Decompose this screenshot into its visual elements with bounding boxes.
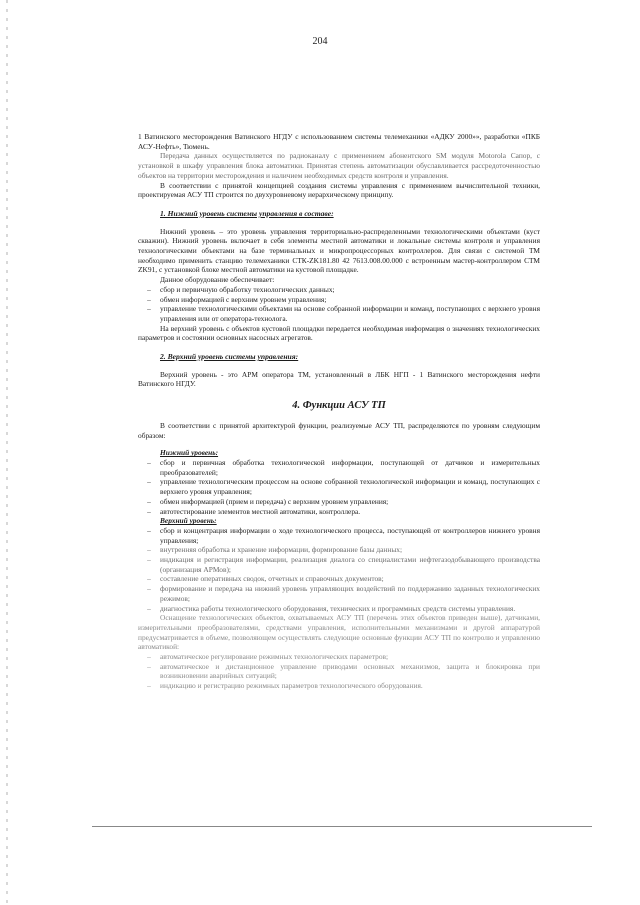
intro-paragraph-3: В соответствии с принятой концепцией создания системы управления с применением вычислительной техники, проектируемая АСУ ТП строится по двухуровневому иерархическому принципу. — [138, 180, 540, 200]
section-2-text: Верхний уровень - это АРМ оператора ТМ, установленный в ЛБК НГП - 1 Ватинского месторождения нефти Ватинского НГДУ. — [138, 369, 540, 389]
list-item: – сбор и первичная обработка технологической информации, поступающей от датчиков и измерительных преобразователей; — [147, 457, 540, 477]
list-item: – обмен информацией с верхним уровнем управления; — [147, 294, 327, 304]
list-item: – сбор и первичную обработку технологических данных; — [147, 284, 335, 294]
list-item: – управление технологическими объектами на основе собранной информации и команд, поступающих с верхнего уровня управления или от оператора-технолога. — [147, 304, 540, 323]
section-4-heading: 4. Функции АСУ ТП — [292, 400, 386, 412]
section-1-closing: На верхний уровень с объектов кустовой площадки передается необходимая информация о значениях технологических параметров и состоянии основных насосных агрегатов. — [138, 323, 540, 343]
list-item: – диагностика работы технологического оборудования, технических и программных средств системы управления. — [147, 603, 516, 613]
list-item: – обмен информацией (прием и передача) с верхним уровнем управления; — [147, 496, 389, 506]
objects-paragraph: Оснащение технологических объектов, охватываемых АСУ ТП (перечень этих объектов приведен выше), датчиками, измерительными преобразователями, средствами управления, исполнительными механизмами и другой аппаратурой предусматривается в объеме, позволяющем осуществлять следующие основные функции АСУ ТП по контролю и управлению автоматикой: — [138, 613, 540, 652]
page-content — [138, 132, 540, 691]
lower-level-label: Нижний уровень: — [160, 448, 219, 458]
list-item: – сбор и концентрация информации о ходе технологического процесса, поступающей от контроллеров нижнего уровня управления; — [147, 525, 540, 545]
list-item: – формирование и передача на нижний уровень управляющих воздействий по поддержанию заданных технологических режимов; — [147, 584, 540, 603]
page-number: 204 — [312, 36, 328, 47]
list-item: – автотестирование элементов местной автоматики, контроллера. — [147, 506, 361, 516]
section-2-heading: 2. Верхний уровень системы управления: — [160, 352, 299, 362]
list-item: – автоматическое и дистанционное управление приводами основных механизмов, защита и блокировка при возникновении аварийных ситуаций; — [147, 661, 540, 681]
intro-paragraph-1: 1 Ватинского месторождения Ватинского НГДУ с использованием системы телемеханики «АДКУ 2000»», разработки «ПКБ АСУ-Нефть», Тюмень. — [138, 132, 540, 151]
list-item: – внутренняя обработка и хранение информации, формирование базы данных; — [147, 545, 403, 555]
list-item: – индикация и регистрация информации, реализация диалога со специалистами нефтегазодобывающего производства (организация АРМов); — [147, 555, 540, 574]
list-item: – автоматическое регулирование режимных технологических параметров; — [147, 652, 389, 662]
section-4-intro: В соответствии с принятой архитектурой функции, реализуемые АСУ ТП, распределяются по уровням следующим образом: — [138, 420, 540, 440]
bottom-divider — [92, 826, 592, 827]
section-1-text: Нижний уровень – это уровень управления территориально-распределенными технологическими объектами (куст скважин). Нижний уровень включает в себя элементы местной автоматики и локальные системы контроля и управления технологическими объектами на базе терминальных и микропроцессорных контроллеров. Для связи с системой ТМ необходимо применить станцию телемеханики СТК-ZK181.80 42 7613.008.00.000 с встроенным мастер-контроллером СТМ ZK91, с установкой блоке местной автоматики на кустовой площадке. — [138, 226, 540, 275]
list-item: – составление оперативных сводок, отчетных и справочных документов; — [147, 574, 384, 584]
upper-level-label: Верхний уровень: — [160, 516, 217, 526]
list-item: – управление технологическим процессом на основе собранной технологической информации и команд, поступающих с верхнего уровня управления; — [147, 477, 540, 497]
section-1-heading: 1. Нижний уровень системы управления в составе: — [160, 208, 334, 218]
section-1-provides-label: Данное оборудование обеспечивает: — [160, 275, 275, 285]
scan-edge-artifact — [6, 0, 8, 905]
list-item: – индикацию и регистрацию режимных параметров технологического оборудования. — [147, 681, 423, 691]
intro-paragraph-2: Передача данных осуществляется по радиоканалу с применением абонентского SM модуля Motorola Сапор, с установкой в шкафу управления блока автоматики. Принятая степень автоматизации обуславливается рассредоточенностью объектов на территории месторождения и наличием необходимых средств контроля и управления. — [138, 151, 540, 180]
